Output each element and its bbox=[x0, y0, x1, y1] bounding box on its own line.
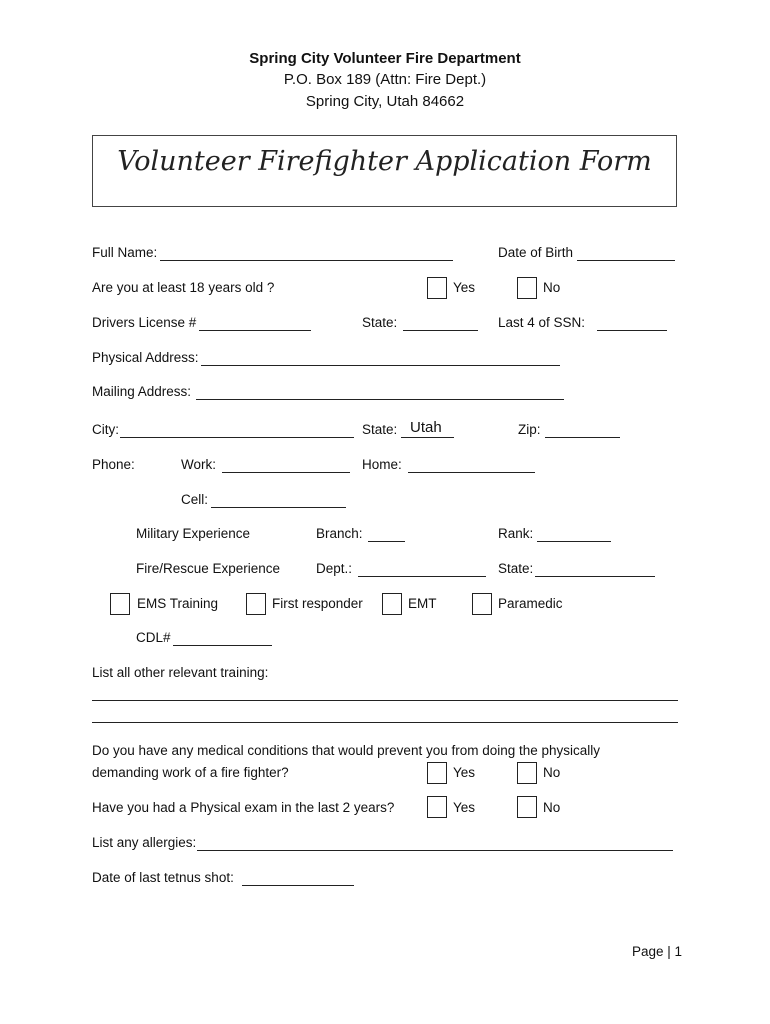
page-number: Page | 1 bbox=[632, 944, 683, 959]
work-phone-input[interactable] bbox=[222, 472, 350, 473]
zip-input[interactable] bbox=[545, 437, 620, 438]
age-no-label: No bbox=[543, 280, 561, 295]
cell-phone-label: Cell: bbox=[181, 492, 209, 507]
zip-label: Zip: bbox=[518, 422, 541, 437]
fr-state-input[interactable] bbox=[535, 576, 655, 577]
home-phone-input[interactable] bbox=[408, 472, 535, 473]
paramedic-label: Paramedic bbox=[498, 596, 563, 611]
medical-question-line1: Do you have any medical conditions that would prevent you from doing the physically bbox=[92, 743, 601, 758]
po-box: P.O. Box 189 (Attn: Fire Dept.) bbox=[283, 71, 487, 88]
medical-yes-label: Yes bbox=[453, 765, 476, 780]
dl-state-input[interactable] bbox=[403, 330, 478, 331]
home-phone-label: Home: bbox=[362, 457, 402, 472]
ems-training-checkbox[interactable] bbox=[110, 593, 130, 615]
age-no-checkbox[interactable] bbox=[517, 277, 537, 299]
training-line-2[interactable] bbox=[92, 722, 678, 723]
physical-yes-label: Yes bbox=[453, 800, 476, 815]
training-line-1[interactable] bbox=[92, 700, 678, 701]
first-responder-checkbox[interactable] bbox=[246, 593, 266, 615]
city-state-label: State: bbox=[362, 422, 398, 437]
allergies-input[interactable] bbox=[197, 850, 673, 851]
physical-no-checkbox[interactable] bbox=[517, 796, 537, 818]
city-address: Spring City, Utah 84662 bbox=[305, 93, 465, 110]
ssn-input[interactable] bbox=[597, 330, 667, 331]
mailing-address-label: Mailing Address: bbox=[92, 384, 192, 399]
physical-exam-question: Have you had a Physical exam in the last 2 years? bbox=[92, 800, 395, 815]
dept-label: Dept.: bbox=[316, 561, 353, 576]
phone-label: Phone: bbox=[92, 457, 135, 472]
city-state-value: Utah bbox=[410, 419, 442, 436]
medical-no-checkbox[interactable] bbox=[517, 762, 537, 784]
drivers-license-label: Drivers License # bbox=[92, 315, 197, 330]
drivers-license-input[interactable] bbox=[199, 330, 311, 331]
age-question: Are you at least 18 years old ? bbox=[92, 280, 275, 295]
training-label: List all other relevant training: bbox=[92, 665, 269, 680]
work-phone-label: Work: bbox=[181, 457, 217, 472]
rank-label: Rank: bbox=[498, 526, 534, 541]
physical-address-label: Physical Address: bbox=[92, 350, 199, 365]
first-responder-label: First responder bbox=[272, 596, 363, 611]
military-label: Military Experience bbox=[136, 526, 251, 541]
city-state-input[interactable] bbox=[401, 437, 454, 438]
age-yes-checkbox[interactable] bbox=[427, 277, 447, 299]
title-box bbox=[92, 135, 677, 207]
dept-input[interactable] bbox=[358, 576, 486, 577]
ssn-label: Last 4 of SSN: bbox=[498, 315, 586, 330]
medical-yes-checkbox[interactable] bbox=[427, 762, 447, 784]
fr-state-label: State: bbox=[498, 561, 534, 576]
dob-label: Date of Birth bbox=[498, 245, 574, 260]
rank-input[interactable] bbox=[537, 541, 611, 542]
cdl-label: CDL# bbox=[136, 630, 171, 645]
age-yes-label: Yes bbox=[453, 280, 476, 295]
mailing-address-input[interactable] bbox=[196, 399, 564, 400]
medical-question-line2: demanding work of a fire fighter? bbox=[92, 765, 289, 780]
city-input[interactable] bbox=[120, 437, 354, 438]
city-label: City: bbox=[92, 422, 119, 437]
dob-input[interactable] bbox=[577, 260, 675, 261]
physical-address-input[interactable] bbox=[201, 365, 560, 366]
medical-no-label: No bbox=[543, 765, 561, 780]
full-name-input[interactable] bbox=[160, 260, 453, 261]
branch-input[interactable] bbox=[368, 541, 405, 542]
form-title: Volunteer Firefighter Application Form bbox=[117, 146, 652, 177]
tetanus-label: Date of last tetnus shot: bbox=[92, 870, 234, 885]
emt-checkbox[interactable] bbox=[382, 593, 402, 615]
org-name: Spring City Volunteer Fire Department bbox=[249, 50, 521, 67]
cdl-input[interactable] bbox=[173, 645, 272, 646]
paramedic-checkbox[interactable] bbox=[472, 593, 492, 615]
physical-yes-checkbox[interactable] bbox=[427, 796, 447, 818]
physical-no-label: No bbox=[543, 800, 561, 815]
ems-training-label: EMS Training bbox=[137, 596, 219, 611]
emt-label: EMT bbox=[408, 596, 437, 611]
cell-phone-input[interactable] bbox=[211, 507, 346, 508]
allergies-label: List any allergies: bbox=[92, 835, 197, 850]
fire-rescue-label: Fire/Rescue Experience bbox=[136, 561, 281, 576]
branch-label: Branch: bbox=[316, 526, 363, 541]
tetanus-input[interactable] bbox=[242, 885, 354, 886]
dl-state-label: State: bbox=[362, 315, 398, 330]
full-name-label: Full Name: bbox=[92, 245, 158, 260]
